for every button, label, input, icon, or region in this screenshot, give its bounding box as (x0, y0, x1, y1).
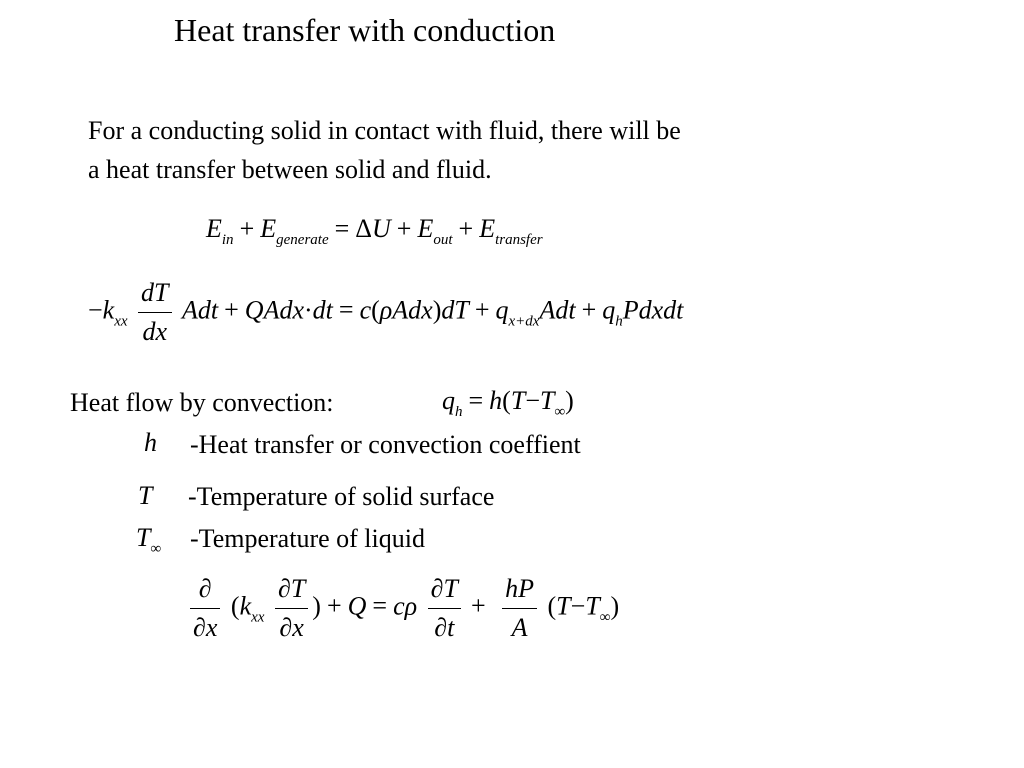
symbol-T-infinity: $T_\infty$ (136, 523, 162, 557)
definition-T: -Temperature of solid surface (188, 482, 495, 511)
symbol-T: T (138, 481, 153, 510)
energy-balance-equation: $E_{in} + E_{generate} = \Delta U + E_{out} + E_{transfer}$ (206, 214, 543, 248)
intro-line-1: For a conducting solid in contact with fluid, there will be (88, 116, 681, 145)
convection-equation: $q_h = h(T-T_\infty)$ (442, 386, 574, 420)
intro-paragraph (88, 111, 681, 189)
dT-dx-fraction: $\frac{dT}{dx}$ (138, 278, 171, 347)
partial-T-partial-t: $\frac{\partial T}{\partial t}$ (428, 574, 461, 643)
element-heat-balance-equation: $-k_{xx}$ $\frac{dT}{dx}$ Adt + QAdx·dt = $c(\rho Adx)dT + q_{x+dx}Adt$ + $q_hPdxdt$ (88, 278, 684, 346)
symbol-h: h (144, 428, 157, 457)
hP-over-A: $\frac{hP}{A}$ (502, 574, 537, 643)
definition-h: -Heat transfer or convection coeffient (190, 430, 581, 459)
definition-T-infinity: -Temperature of liquid (190, 524, 425, 553)
partial-x-operator: $\frac{\partial}{\partial x}$ (190, 574, 220, 643)
convection-label: Heat flow by convection: (70, 388, 334, 417)
governing-pde: $\frac{\partial}{\partial x}$ ($k_{xx}$ $\frac{\partial T}{\partial x}$ ) + Q = cρ $\frac{\partial T}{\partial t}$ + $\frac{hP}{A}$ $(T-T_\infty)$ (186, 574, 619, 643)
slide-title: Heat transfer with conduction (174, 12, 556, 48)
partial-T-partial-x: $\frac{\partial T}{\partial x}$ (275, 574, 308, 643)
intro-line-2: a heat transfer between solid and fluid. (88, 155, 492, 184)
